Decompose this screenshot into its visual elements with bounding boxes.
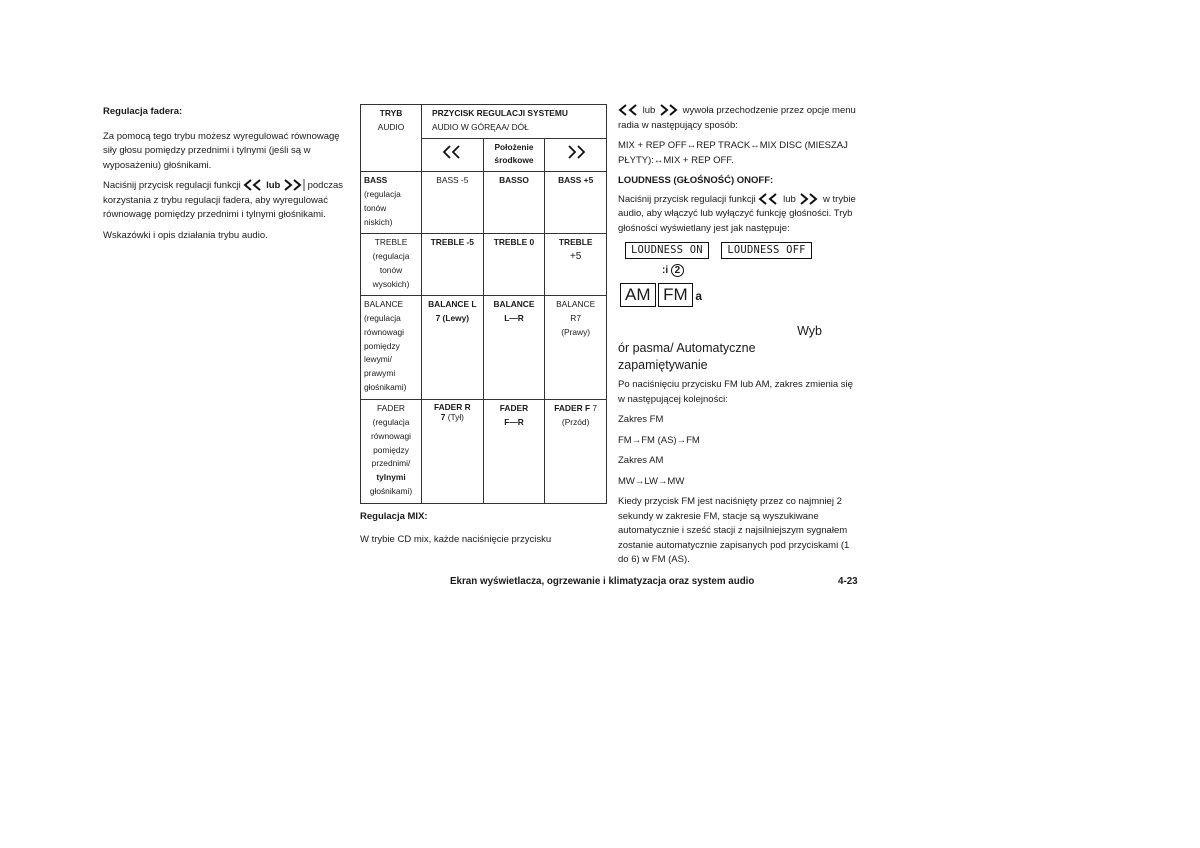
balance-right-cell (545, 296, 607, 400)
header-buttons-cell (422, 105, 607, 139)
footer-page-number: 4-23 (838, 576, 858, 587)
loudness-paragraph (618, 193, 858, 237)
fader-l7: głośnikami) (369, 485, 413, 496)
band-section-title-l1: ór pasma/ Automatyczne (618, 341, 756, 355)
middle-column (360, 104, 607, 553)
bass-plus-cell: BASS +5 (545, 172, 607, 234)
mix-sequence-intro (618, 104, 858, 133)
balance-right-l1: BALANCE (556, 299, 596, 310)
am-range-label: Zakres AM (618, 455, 664, 466)
subheader-right-cell (545, 138, 607, 172)
double-chevron-right-icon (283, 179, 305, 191)
bass-center-cell: BASSO (483, 172, 545, 234)
treble-l2: (regulacja (372, 250, 410, 261)
subheader-left-cell (422, 138, 484, 172)
loudness-display-row (625, 242, 858, 259)
balance-center-l1: BALANCE (493, 299, 535, 310)
balance-l5: lewymi/ (364, 354, 392, 365)
fm-range-sequence: FM→FM (AS)→FM (618, 434, 700, 446)
fader-paragraph-1: Za pomocą tego trybu możesz wyregulować równowagę siły głosu pomiędzy przednimi i tylnymi (jeśli są w wyposażeniu) głośnikami. (103, 130, 340, 171)
double-chevron-left-icon (243, 179, 263, 191)
balance-label-cell (361, 296, 422, 400)
band-paragraph: Po naciśnięciu przycisku FM lub AM, zakres zmienia się w następującej kolejności: (618, 379, 853, 405)
balance-center-l2: L—R (504, 312, 524, 323)
table-row-balance (361, 296, 607, 400)
fader-l6: tylnymi (376, 472, 406, 483)
loudness-heading: LOUDNESS (GŁOŚNOŚĆ) ONOFF: (618, 175, 774, 186)
mix-sequence-text: MIX + REP OFF↔REP TRACK↔MIX DISC (MIESZAJ PŁYTY):↔MIX + REP OFF. (618, 140, 848, 166)
loudness-off-display: LOUDNESS OFF (721, 242, 811, 259)
fader-front-l2: (Przód) (561, 416, 590, 427)
right-column (618, 104, 858, 574)
bass-label-cell (361, 172, 422, 234)
fader-center-l2: F—R (504, 416, 524, 427)
left-column (103, 105, 348, 249)
fader-front-cell (545, 400, 607, 504)
step-number-circle: 2 (671, 264, 684, 277)
header-buttons-bold: PRZYCISK REGULACJI SYSTEMU (432, 108, 568, 118)
band-section-title-l2: zapamiętywanie (618, 358, 708, 372)
double-chevron-right-icon (565, 145, 587, 159)
double-chevron-left-icon (618, 104, 640, 116)
balance-l6: prawymi (364, 368, 396, 379)
band-section-fragment: Wyb (797, 324, 822, 338)
fader-rear-cell (422, 400, 484, 504)
balance-left-l2: 7 (Lewy) (435, 312, 470, 323)
fader-center-l1: FADER (499, 403, 529, 414)
step-fragment: :i (662, 265, 669, 276)
treble-plus-l2: +5 (569, 250, 582, 262)
fader-heading: Regulacja fadera: (103, 106, 183, 117)
treble-l3: tonów (379, 264, 403, 275)
double-chevron-left-icon (441, 145, 463, 159)
subheader-center-l2: środkowe (494, 155, 534, 166)
treble-label-cell (361, 234, 422, 296)
fader-center-cell (483, 400, 545, 504)
treble-minus-cell: TREBLE -5 (422, 234, 484, 296)
balance-l7: głośnikami) (364, 381, 407, 392)
treble-l4: wysokich) (372, 278, 410, 289)
balance-right-l3: (Prawy) (561, 326, 591, 337)
fader-front-n: 7 (592, 403, 598, 414)
balance-l2: (regulacja (364, 312, 401, 323)
fader-l3: równowagi (370, 430, 412, 441)
fader-l4: pomiędzy (373, 444, 409, 455)
fader-p2-lub: lub (266, 180, 281, 191)
fader-l1: FADER (377, 403, 405, 414)
balance-left-cell (422, 296, 484, 400)
audio-adjust-table (360, 104, 607, 504)
balance-center-cell (483, 296, 545, 400)
fm-range-label: Zakres FM (618, 414, 664, 425)
circled-step-row (662, 263, 858, 279)
balance-right-l2: R7 (570, 312, 582, 323)
table-row-fader (361, 400, 607, 504)
fm-band-button: FM (658, 283, 693, 307)
fader-front-b: FADER F (554, 403, 591, 414)
right-p1-lub: lub (642, 105, 656, 116)
treble-center-cell: TREBLE 0 (483, 234, 545, 296)
balance-l3: równowagi (364, 326, 405, 337)
am-band-button: AM (620, 283, 656, 307)
treble-l1: TREBLE (374, 237, 408, 248)
balance-left-l1: BALANCE L (428, 299, 477, 310)
table-row-treble (361, 234, 607, 296)
mix-paragraph: W trybie CD mix, każde naciśnięcie przycisku (360, 533, 552, 545)
table-row-bass (361, 172, 607, 234)
fader-l2: (regulacja (372, 416, 410, 427)
bass-l2: (regulacja (364, 188, 401, 199)
double-chevron-right-icon (798, 193, 820, 205)
subheader-center-cell (483, 138, 545, 172)
fader-rear-l1: FADER R (433, 402, 471, 413)
mix-heading: Regulacja MIX: (360, 511, 428, 523)
right-p1-post: wywoła przechodzenie przez opcje menu radia w następujący sposób: (618, 105, 856, 131)
bass-l4: niskich) (364, 216, 393, 227)
double-chevron-left-icon (758, 193, 780, 205)
treble-plus-cell (545, 234, 607, 296)
double-chevron-right-icon (658, 104, 680, 116)
am-range-sequence: MW→LW→MW (618, 475, 685, 487)
fader-p2-post: podczas korzystania z trybu regulacji fadera, aby wyregulować równowagę pomiędzy przednimi i tylnymi głośnikami. (103, 180, 343, 220)
table-header-row (361, 105, 607, 139)
header-mode-normal: AUDIO (377, 121, 405, 132)
fader-p2-pre: Naciśnij przycisk regulacji funkcji (103, 180, 241, 191)
loud-p3-lub: lub (783, 193, 796, 205)
bass-l1: BASS (364, 175, 388, 186)
band-buttons-row (620, 283, 858, 307)
fader-rear-l2n: (Tył) (447, 412, 464, 423)
fader-rear-l2b: 7 (440, 412, 446, 423)
header-mode-cell (361, 105, 422, 172)
fader-label-cell (361, 400, 422, 504)
fader-l5: przednimi/ (371, 458, 411, 469)
audio-tips-text: Wskazówki i opis działania trybu audio. (103, 229, 268, 241)
bass-minus-cell: BASS -5 (422, 172, 484, 234)
fader-paragraph-2 (103, 179, 348, 223)
footer-section-title: Ekran wyświetlacza, ogrzewanie i klimatyzacja oraz system audio (450, 576, 755, 587)
balance-l4: pomiędzy (364, 340, 400, 351)
loud-p3-pre: Naciśnij przycisk regulacji funkcji (618, 193, 756, 205)
loudness-on-display: LOUDNESS ON (625, 242, 709, 259)
bass-l3: tonów (364, 202, 387, 213)
header-buttons-normal: AUDIO W GÓRĘAA/ DÓŁ (432, 121, 529, 132)
loud-p3-post: w trybie audio, aby włączyć lub wyłączyć funkcję głośności. Tryb głośności wyświetlany jest jak następuje: (618, 193, 856, 234)
subheader-center-l1: Położenie (494, 141, 534, 152)
band-suffix: a (695, 289, 703, 303)
autostore-paragraph: Kiedy przycisk FM jest naciśnięty przez co najmniej 2 sekundy w zakresie FM, stacje są wyszukiwane automatycznie i sześć stacji z najsilniejszym sygnałem zostanie automatycznie zapisanych pod przyciskami (1 do 6) w FM (AS). (618, 496, 850, 565)
header-mode-bold: TRYB (379, 108, 403, 118)
treble-plus-l1: TREBLE (558, 237, 593, 248)
balance-l1: BALANCE (364, 299, 404, 310)
